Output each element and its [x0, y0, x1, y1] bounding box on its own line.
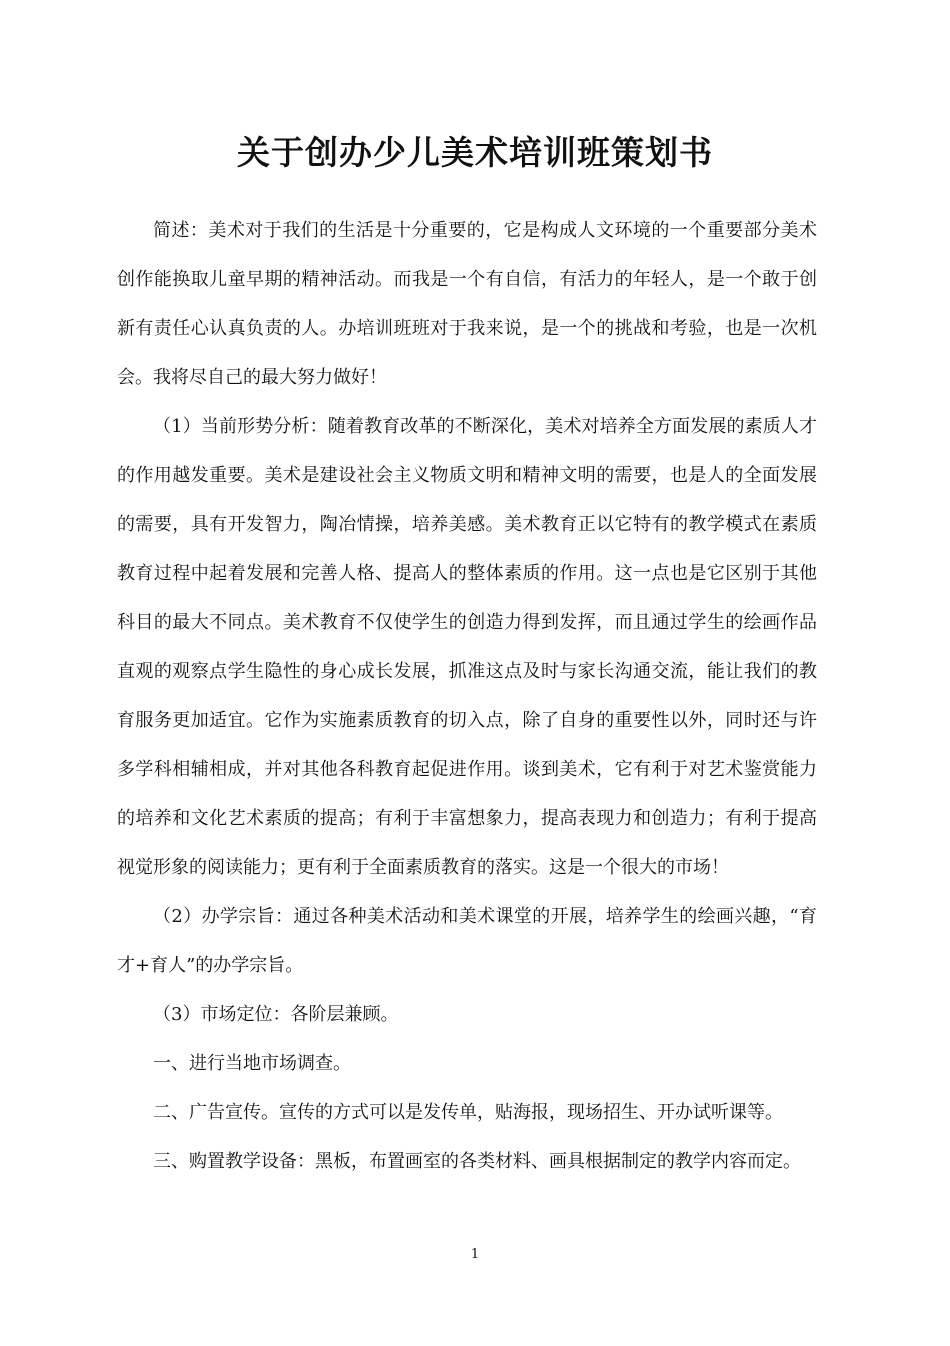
page-number: 1: [470, 1247, 480, 1262]
list-item-equipment: 三、购置教学设备：黑板，布置画室的各类材料、画具根据制定的教学内容而定。: [153, 1151, 801, 1172]
list-item-market-research: 一、进行当地市场调查。: [153, 1053, 351, 1074]
paragraph-situation-analysis: （1）当前形势分析：随着教育改革的不断深化，美术对培养全方面发展的素质人才的作用越发重要。美术是建设社会主义物质文明和精神文明的需要，也是人的全面发展的需要，具有开发智力，陶冶情操，培养美感。美术教育正以它特有的教学模式在素质教育过程中起着发展和完善人格、提高人的整体素质的作用。这一点也是它区别于其他科目的最大不同点。美术教育不仅使学生的创造力得到发挥，而且通过学生的绘画作品直观的观察点学生隐性的身心成长发展，抓准这点及时与家长沟通交流，能让我们的教育服务更加适宜。它作为实施素质教育的切入点，除了自身的重要性以外，同时还与许多学科相辅相成，并对其他各科教育起促进作用。谈到美术，它有利于对艺术鉴赏能力的培养和文化艺术素质的提高；有利于丰富想象力，提高表现力和创造力；有利于提高视觉形象的阅读能力；更有利于全面素质教育的落实。这是一个很大的市场！: [117, 416, 817, 878]
paragraph-school-purpose: （2）办学宗旨：通过各种美术活动和美术课堂的开展，培养学生的绘画兴趣，“育才+育人”的办学宗旨。: [117, 906, 817, 976]
document-title: 关于创办少儿美术培训班策划书: [237, 133, 713, 172]
paragraph-market-positioning: （3）市场定位：各阶层兼顾。: [153, 1004, 399, 1025]
list-item-advertising: 二、广告宣传。宣传的方式可以是发传单，贴海报，现场招生、开办试听课等。: [153, 1102, 783, 1123]
paragraph-summary: 简述：美术对于我们的生活是十分重要的，它是构成人文环境的一个重要部分美术创作能换取儿童早期的精神活动。而我是一个有自信，有活力的年轻人，是一个敢于创新有责任心认真负责的人。办培训班班对于我来说，是一个的挑战和考验，也是一次机会。我将尽自己的最大努力做好！: [117, 220, 817, 388]
document-body: [117, 206, 817, 1186]
